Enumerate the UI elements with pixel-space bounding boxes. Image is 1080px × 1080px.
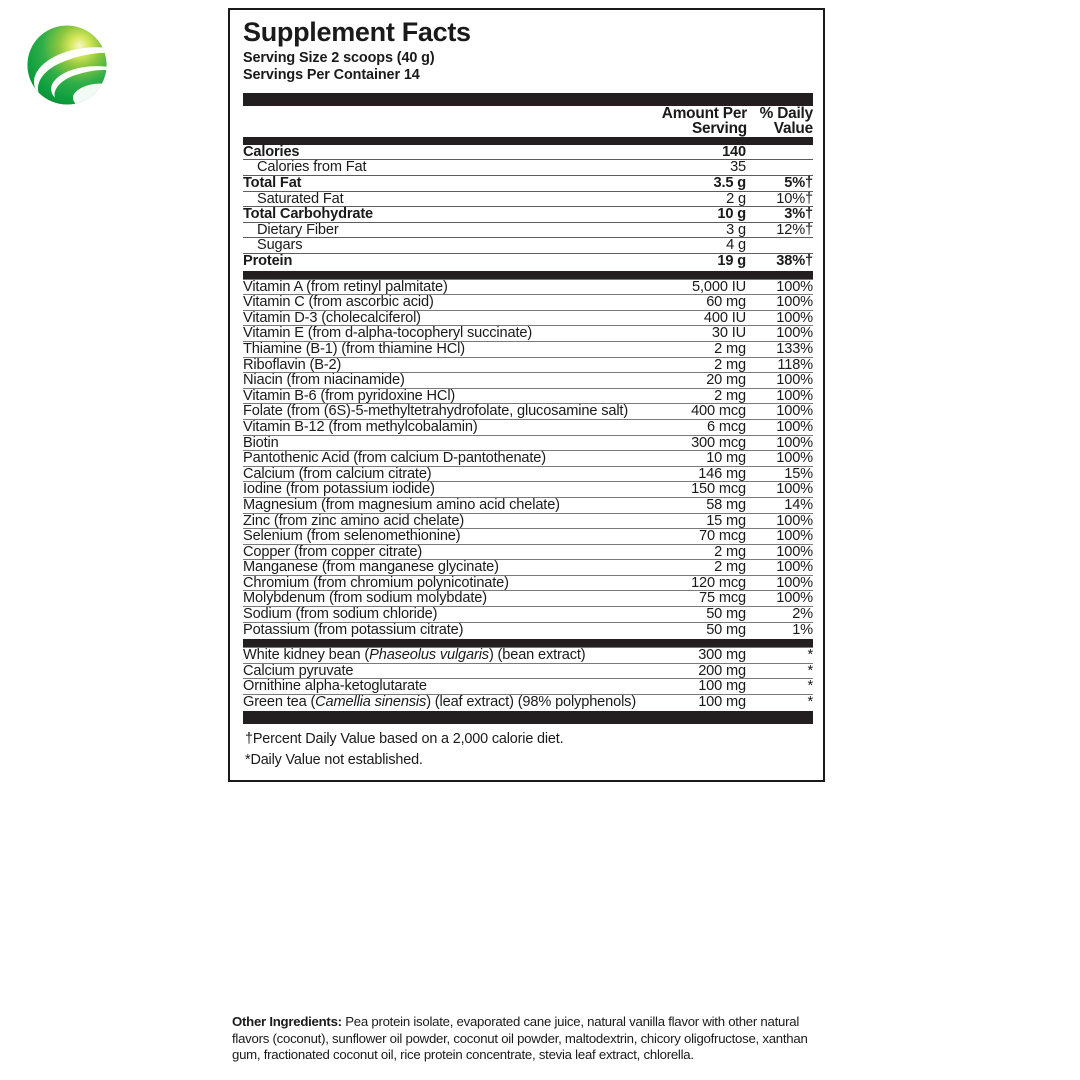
table-row bbox=[243, 419, 813, 435]
nutrient-amount: 50 mg bbox=[637, 607, 747, 623]
nutrient-daily-value: 15% bbox=[747, 466, 813, 482]
table-row bbox=[243, 373, 813, 389]
header-dv-line1: % Daily bbox=[759, 105, 813, 123]
table-row bbox=[243, 160, 813, 176]
footnotes bbox=[243, 724, 813, 773]
nutrient-name: Niacin (from niacinamide) bbox=[243, 373, 637, 389]
ingredient-name-prefix: Ornithine alpha-ketoglutarate bbox=[243, 678, 427, 695]
nutrient-amount: 30 IU bbox=[637, 326, 747, 342]
table-row bbox=[243, 679, 813, 695]
nutrient-amount: 3.5 g bbox=[637, 176, 747, 192]
table-row bbox=[243, 310, 813, 326]
nutrient-amount: 60 mg bbox=[637, 295, 747, 311]
nutrient-daily-value: 100% bbox=[747, 482, 813, 498]
nutrient-daily-value: 100% bbox=[747, 513, 813, 529]
nutrient-amount: 140 bbox=[722, 143, 746, 160]
header-daily-value bbox=[747, 106, 813, 137]
nutrient-amount: 20 mg bbox=[637, 373, 747, 389]
nutrient-daily-value: 100% bbox=[747, 419, 813, 435]
nutrient-name: Thiamine (B-1) (from thiamine HCl) bbox=[243, 341, 637, 357]
ingredient-name bbox=[243, 648, 637, 664]
ingredient-daily-value: * bbox=[747, 648, 813, 664]
nutrition-table bbox=[243, 106, 813, 137]
table-row bbox=[243, 388, 813, 404]
other-ingredients-label: Other Ingredients: bbox=[232, 1014, 342, 1029]
nutrient-daily-value: 100% bbox=[747, 373, 813, 389]
nutrient-daily-value: 100% bbox=[747, 279, 813, 295]
table-row bbox=[243, 663, 813, 679]
table-row bbox=[243, 254, 813, 269]
nutrient-amount: 35 bbox=[637, 160, 747, 176]
nutrient-daily-value: 10%† bbox=[747, 191, 813, 207]
header-spacer bbox=[243, 106, 637, 137]
nutrient-daily-value: 100% bbox=[747, 529, 813, 545]
nutrient-daily-value: 14% bbox=[747, 497, 813, 513]
nutrient-name: Manganese (from manganese glycinate) bbox=[243, 560, 637, 576]
nutrient-daily-value: 100% bbox=[747, 404, 813, 420]
other-ingredients-text: Pea protein isolate, evaporated cane juice, natural vanilla flavor with other natural flavors (coconut), sunflower oil powder, coconut oil powder, maltodextrin, chicory oligofructose, xanthan gum, fractionated coconut oil, rice protein concentrate, stevia leaf extract, chlorella. bbox=[232, 1014, 808, 1063]
nutrient-amount: 2 mg bbox=[637, 341, 747, 357]
nutrient-daily-value: 118% bbox=[747, 357, 813, 373]
ingredient-botanical-name: Phaseolus vulgaris bbox=[369, 647, 489, 664]
header-dv-line2: Value bbox=[773, 120, 813, 138]
nutrient-amount: 58 mg bbox=[637, 497, 747, 513]
table-row bbox=[243, 529, 813, 545]
table-row bbox=[243, 648, 813, 664]
nutrient-name: Total Carbohydrate bbox=[243, 207, 637, 223]
ingredient-name bbox=[243, 679, 637, 695]
header-amount-line2: Serving bbox=[691, 120, 747, 138]
table-header-row bbox=[243, 106, 813, 137]
ingredient-amount: 200 mg bbox=[637, 663, 747, 679]
header-amount-per-serving bbox=[637, 106, 747, 137]
table-row bbox=[243, 279, 813, 295]
nutrient-amount: 15 mg bbox=[637, 513, 747, 529]
nutrient-daily-value bbox=[747, 160, 813, 176]
nutrient-amount: 400 IU bbox=[637, 310, 747, 326]
nutrient-daily-value: 100% bbox=[747, 451, 813, 467]
nutrient-daily-value: 100% bbox=[747, 544, 813, 560]
table-row bbox=[243, 357, 813, 373]
table-row bbox=[243, 560, 813, 576]
table-row bbox=[243, 326, 813, 342]
table-row bbox=[243, 404, 813, 420]
nutrient-name: Vitamin D-3 (cholecalciferol) bbox=[243, 310, 637, 326]
nutrient-daily-value: 100% bbox=[747, 295, 813, 311]
nutrient-name: Folate (from (6S)-5-methyltetrahydrofolate, glucosamine salt) bbox=[243, 404, 637, 420]
nutrient-name: Dietary Fiber bbox=[243, 222, 637, 238]
ingredient-daily-value: * bbox=[747, 695, 813, 710]
supplement-facts-panel bbox=[228, 8, 825, 782]
nutrient-amount: 5,000 IU bbox=[637, 279, 747, 295]
nutrient-amount: 400 mcg bbox=[637, 404, 747, 420]
ingredient-botanical-name: Camellia sinensis bbox=[315, 694, 427, 711]
nutrient-amount: 10 g bbox=[637, 207, 747, 223]
nutrient-name: Sugars bbox=[243, 238, 637, 254]
nutrient-name: Magnesium (from magnesium amino acid chelate) bbox=[243, 497, 637, 513]
nutrient-amount: 2 mg bbox=[637, 544, 747, 560]
ingredient-name-suffix: ) (bean extract) bbox=[488, 647, 586, 664]
serving-size: Serving Size 2 scoops (40 g) bbox=[243, 49, 435, 66]
ingredient-name-suffix: ) (leaf extract) (98% polyphenols) bbox=[426, 694, 637, 711]
nutrient-name: Selenium (from selenomethionine) bbox=[243, 529, 637, 545]
ingredient-amount: 300 mg bbox=[637, 648, 747, 664]
nutrient-amount: 4 g bbox=[637, 238, 747, 254]
nutrient-name: Vitamin C (from ascorbic acid) bbox=[243, 295, 637, 311]
servings-per-container: Servings Per Container 14 bbox=[243, 67, 420, 84]
nutrient-name: Vitamin B-6 (from pyridoxine HCl) bbox=[243, 388, 637, 404]
nutrient-amount: 70 mcg bbox=[637, 529, 747, 545]
divider-bar-macros bbox=[243, 271, 813, 279]
micronutrient-table bbox=[243, 279, 813, 638]
table-row bbox=[243, 341, 813, 357]
nutrient-amount: 2 g bbox=[637, 191, 747, 207]
nutrient-amount: 50 mg bbox=[637, 622, 747, 637]
table-row bbox=[243, 451, 813, 467]
nutrient-daily-value: 12%† bbox=[747, 222, 813, 238]
divider-bar-micros bbox=[243, 639, 813, 647]
nutrient-amount: 300 mcg bbox=[637, 435, 747, 451]
table-row bbox=[243, 607, 813, 623]
table-row bbox=[243, 191, 813, 207]
nutrient-amount: 150 mcg bbox=[637, 482, 747, 498]
divider-bar-bottom bbox=[243, 711, 813, 724]
nutrient-name: Protein bbox=[243, 254, 637, 269]
nutrient-daily-value: 2% bbox=[747, 607, 813, 623]
nutrient-amount: 6 mcg bbox=[637, 419, 747, 435]
nutrient-daily-value: 1% bbox=[747, 622, 813, 637]
table-row bbox=[243, 591, 813, 607]
nutrient-amount: 3 g bbox=[637, 222, 747, 238]
nutrient-daily-value: 100% bbox=[747, 560, 813, 576]
nutrient-name: Calcium (from calcium citrate) bbox=[243, 466, 637, 482]
ingredient-amount: 100 mg bbox=[637, 679, 747, 695]
ingredient-name-prefix: Green tea ( bbox=[243, 694, 316, 711]
table-row bbox=[243, 207, 813, 223]
ingredient-name-prefix: Calcium pyruvate bbox=[243, 662, 354, 679]
nutrient-name: Molybdenum (from sodium molybdate) bbox=[243, 591, 637, 607]
macronutrient-table bbox=[243, 145, 813, 269]
nutrient-amount: 19 g bbox=[637, 254, 747, 269]
nutrient-daily-value: 100% bbox=[747, 575, 813, 591]
nutrient-amount: 75 mcg bbox=[637, 591, 747, 607]
nutrient-daily-value bbox=[747, 238, 813, 254]
ingredient-amount: 100 mg bbox=[637, 695, 747, 710]
nutrient-name: Vitamin E (from d-alpha-tocopheryl succinate) bbox=[243, 326, 637, 342]
nutrient-name: Sodium (from sodium chloride) bbox=[243, 607, 637, 623]
nutrient-daily-value: 3%† bbox=[747, 207, 813, 223]
ingredient-name bbox=[243, 695, 637, 710]
nutrient-name: Vitamin B-12 (from methylcobalamin) bbox=[243, 419, 637, 435]
brand-logo bbox=[24, 22, 110, 108]
nutrient-daily-value bbox=[747, 145, 813, 160]
nutrient-daily-value: 5%† bbox=[747, 176, 813, 192]
ingredient-name bbox=[243, 663, 637, 679]
nutrient-name: Iodine (from potassium iodide) bbox=[243, 482, 637, 498]
nutrient-name: Calories from Fat bbox=[243, 160, 637, 176]
nutrient-name: Copper (from copper citrate) bbox=[243, 544, 637, 560]
nutrient-name: Chromium (from chromium polynicotinate) bbox=[243, 575, 637, 591]
nutrient-name: Pantothenic Acid (from calcium D-pantothenate) bbox=[243, 451, 637, 467]
nutrient-amount: 10 mg bbox=[637, 451, 747, 467]
nutrient-name: Zinc (from zinc amino acid chelate) bbox=[243, 513, 637, 529]
nutrient-amount: 2 mg bbox=[637, 357, 747, 373]
nutrient-amount: 2 mg bbox=[637, 388, 747, 404]
table-row bbox=[243, 482, 813, 498]
ingredient-daily-value: * bbox=[747, 679, 813, 695]
table-row bbox=[243, 176, 813, 192]
green-sphere-swoosh-icon bbox=[24, 22, 110, 108]
table-row bbox=[243, 238, 813, 254]
table-row bbox=[243, 513, 813, 529]
table-row bbox=[243, 222, 813, 238]
table-row bbox=[243, 466, 813, 482]
nutrient-name: Vitamin A (from retinyl palmitate) bbox=[243, 279, 637, 295]
footnote-not-established: *Daily Value not established. bbox=[245, 751, 423, 768]
nutrient-daily-value: 100% bbox=[747, 435, 813, 451]
ingredient-daily-value: * bbox=[747, 663, 813, 679]
other-ingredients bbox=[232, 1014, 824, 1064]
nutrient-name: Biotin bbox=[243, 435, 637, 451]
nutrient-name: Potassium (from potassium citrate) bbox=[243, 622, 637, 637]
nutrient-amount: 146 mg bbox=[637, 466, 747, 482]
nutrient-name: Riboflavin (B-2) bbox=[243, 357, 637, 373]
page-title: Supplement Facts bbox=[243, 17, 471, 47]
table-row bbox=[243, 295, 813, 311]
nutrient-amount: 120 mcg bbox=[637, 575, 747, 591]
nutrient-name: Saturated Fat bbox=[243, 191, 637, 207]
nutrient-daily-value: 100% bbox=[747, 591, 813, 607]
table-row bbox=[243, 544, 813, 560]
table-row bbox=[243, 435, 813, 451]
botanical-table bbox=[243, 647, 813, 709]
nutrient-daily-value: 38%† bbox=[747, 254, 813, 269]
table-row bbox=[243, 622, 813, 637]
table-row bbox=[243, 145, 813, 160]
nutrient-name: Calories bbox=[243, 143, 300, 160]
nutrient-name: Total Fat bbox=[243, 176, 637, 192]
table-row bbox=[243, 497, 813, 513]
header-amount-line1: Amount Per bbox=[661, 105, 747, 123]
nutrient-daily-value: 133% bbox=[747, 341, 813, 357]
nutrient-amount: 2 mg bbox=[637, 560, 747, 576]
nutrient-daily-value: 100% bbox=[747, 326, 813, 342]
table-row bbox=[243, 575, 813, 591]
footnote-daily-value: †Percent Daily Value based on a 2,000 calorie diet. bbox=[245, 730, 564, 747]
table-row bbox=[243, 695, 813, 710]
ingredient-name-prefix: White kidney bean ( bbox=[243, 647, 370, 664]
nutrient-daily-value: 100% bbox=[747, 310, 813, 326]
nutrient-daily-value: 100% bbox=[747, 388, 813, 404]
